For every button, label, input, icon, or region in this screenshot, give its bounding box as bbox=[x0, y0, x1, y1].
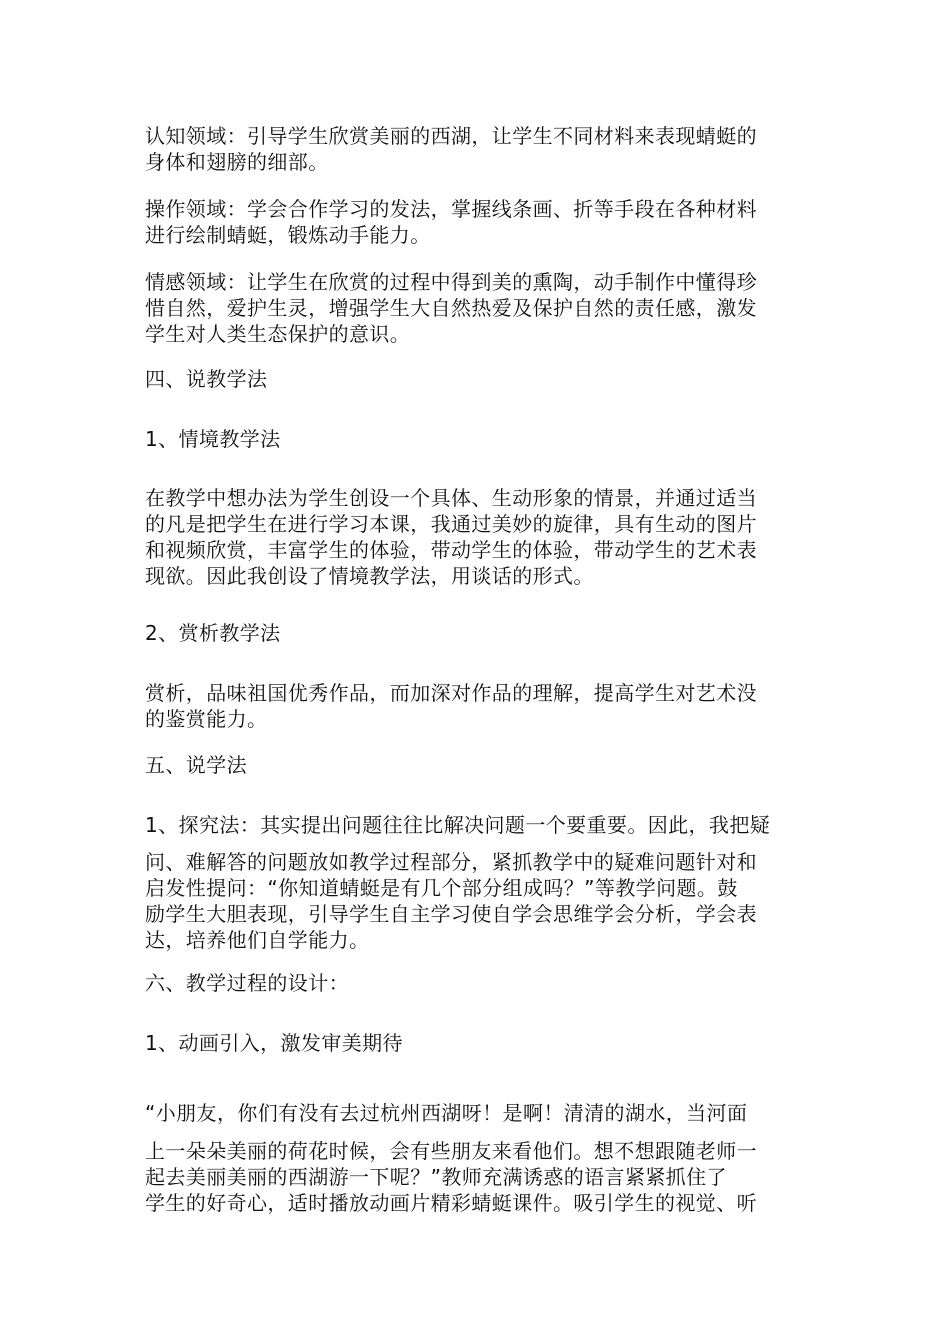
heading-section-6 bbox=[145, 970, 825, 996]
text-line: 现欲。因此我创设了情境教学法，用谈话的形式。 bbox=[145, 564, 594, 588]
paragraph-situational-teaching bbox=[145, 485, 825, 589]
text-line: 操作领域：学会合作学习的发法，掌握线条画、折等手段在各种材料 bbox=[145, 197, 757, 221]
text-line: 四、说教学法 bbox=[145, 367, 268, 391]
paragraph-inquiry bbox=[145, 812, 825, 838]
heading-method-2 bbox=[145, 620, 825, 646]
paragraph-animation-intro bbox=[145, 1100, 825, 1126]
paragraph-emotion bbox=[145, 269, 825, 347]
text-line: 的凡是把学生在进行学习本课，我通过美妙的旋律，具有生动的图片 bbox=[145, 512, 757, 536]
text-line: 五、说学法 bbox=[145, 753, 247, 777]
text-line: 学生对人类生态保护的意识。 bbox=[145, 322, 411, 346]
heading-section-5 bbox=[145, 752, 825, 778]
text-line: 赏析，品味祖国优秀作品，而加深对作品的理解，提高学生对艺术没 bbox=[145, 681, 757, 705]
text-line: 在教学中想办法为学生创设一个具体、生动形象的情景，并通过适当 bbox=[145, 486, 757, 510]
text-line: 和视频欣赏，丰富学生的体验，带动学生的体验，带动学生的艺术表 bbox=[145, 538, 757, 562]
text-line: 起去美丽美丽的西湖游一下呢？”教师充满诱惑的语言紧紧抓住了 bbox=[145, 1165, 727, 1189]
text-line: 认知领域：引导学生欣赏美丽的西湖，让学生不同材料来表现蜻蜓的 bbox=[145, 124, 757, 148]
text-line: 六、教学过程的设计： bbox=[145, 971, 349, 995]
text-line: 问、难解答的问题放如教学过程部分，紧抓教学中的疑难问题针对和 bbox=[145, 850, 757, 874]
paragraph-appreciation bbox=[145, 680, 825, 732]
paragraph-cognitive bbox=[145, 123, 825, 175]
heading-method-1 bbox=[145, 426, 825, 452]
text-line: 启发性提问：“你知道蜻蜓是有几个部分组成吗？”等教学问题。鼓 bbox=[145, 876, 738, 900]
text-line: 学生的好奇心，适时播放动画片精彩蜻蜓课件。吸引学生的视觉、听 bbox=[145, 1191, 757, 1215]
text-line: 惜自然，爱护生灵，增强学生大自然热爱及保护自然的责任感，激发 bbox=[145, 296, 757, 320]
paragraph-operation bbox=[145, 196, 825, 248]
text-line: 2、赏析教学法 bbox=[145, 621, 281, 645]
text-line: 达，培养他们自学能力。 bbox=[145, 928, 370, 952]
text-line: 的鉴赏能力。 bbox=[145, 707, 268, 731]
text-line: 1、动画引入，激发审美期待 bbox=[145, 1031, 403, 1055]
heading-section-4 bbox=[145, 366, 825, 392]
text-line: 身体和翅膀的细部。 bbox=[145, 150, 329, 174]
text-line: 励学生大胆表现，引导学生自主学习使自学会思维学会分析，学会表 bbox=[145, 902, 757, 926]
text-line: 情感领域：让学生在欣赏的过程中得到美的熏陶，动手制作中懂得珍 bbox=[145, 270, 757, 294]
heading-step-1 bbox=[145, 1030, 825, 1056]
text-line: “小朋友，你们有没有去过杭州西湖呀！是啊！清清的湖水，当河面 bbox=[145, 1101, 748, 1125]
paragraph-animation-intro-cont bbox=[145, 1138, 825, 1216]
text-line: 上一朵朵美丽的荷花时候，会有些朋友来看他们。想不想跟随老师一 bbox=[145, 1139, 757, 1163]
paragraph-inquiry-cont bbox=[145, 849, 825, 953]
text-line: 进行绘制蜻蜓，锻炼动手能力。 bbox=[145, 223, 431, 247]
text-line: 1、情境教学法 bbox=[145, 427, 281, 451]
text-line: 1、探究法：其实提出问题往往比解决问题一个要重要。因此，我把疑 bbox=[145, 813, 771, 837]
